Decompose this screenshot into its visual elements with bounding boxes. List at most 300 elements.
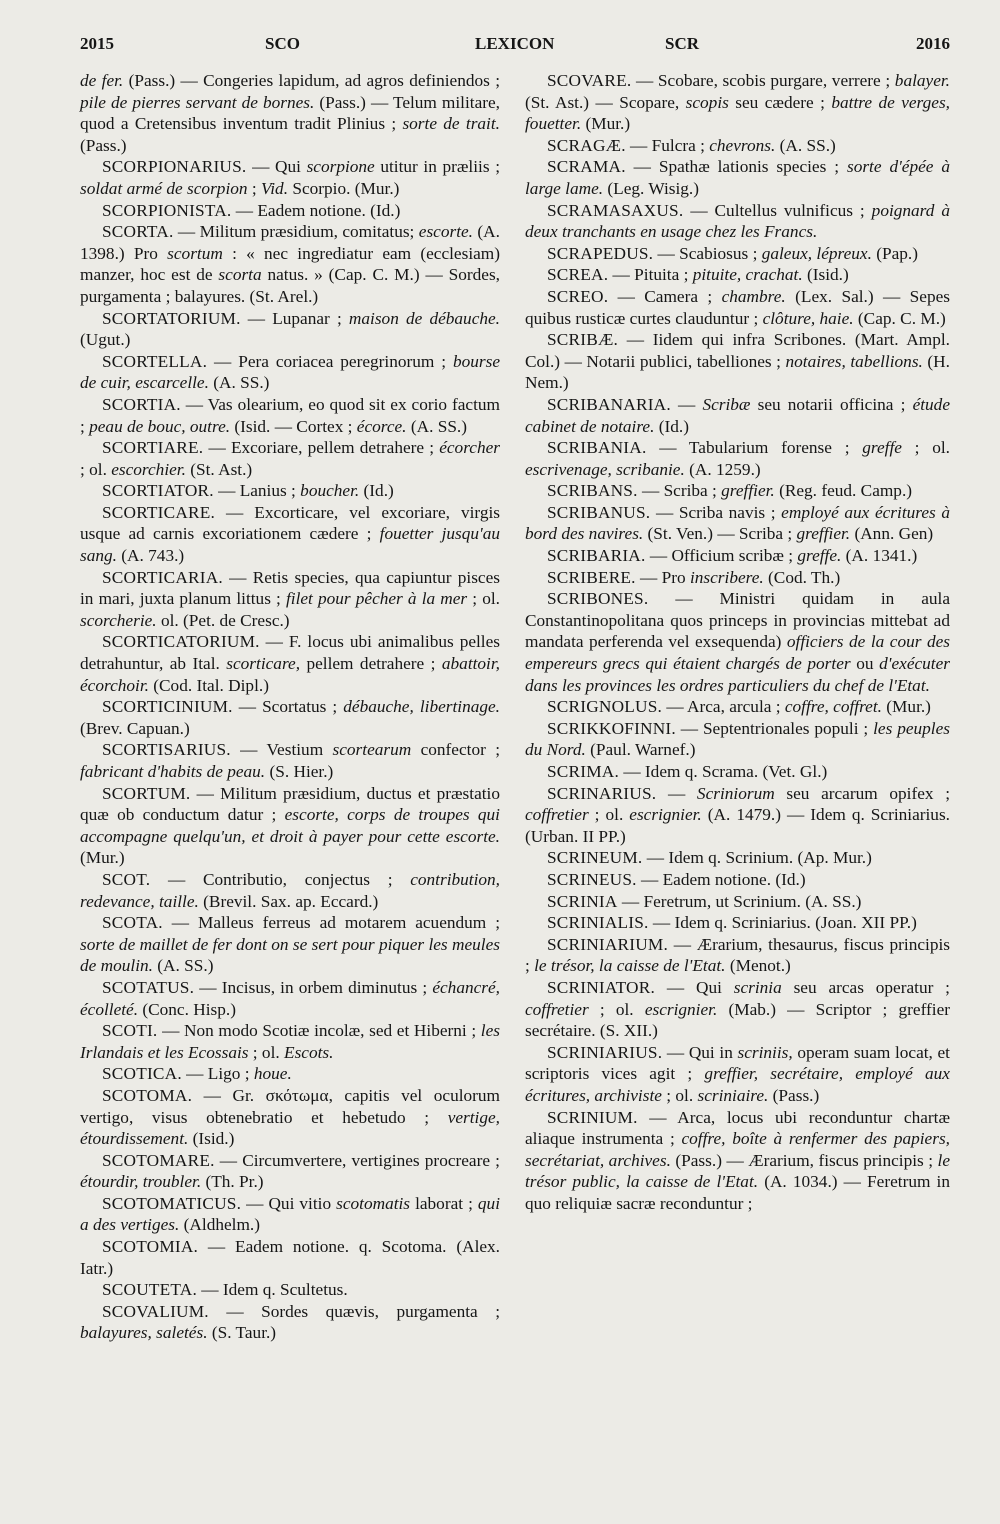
entry-french-gloss: coffre, coffret.: [784, 697, 882, 717]
dictionary-entry: [525, 1042, 950, 1107]
entry-definition: — Pro: [635, 567, 690, 587]
dictionary-entry: [525, 545, 950, 567]
entry-headword: SCOVARE.: [547, 71, 632, 90]
entry-french-gloss: houe.: [253, 1064, 292, 1084]
guide-word-right: SCR: [665, 34, 700, 53]
entry-headword: SCRIBANUS.: [547, 502, 651, 522]
entry-reference: confector ;: [411, 740, 500, 760]
entry-french-gloss: vertige, étourdissement.: [80, 1107, 500, 1149]
entry-reference: seu notarii officina ;: [750, 394, 913, 414]
entry-reference: (Cap. C. M.): [853, 308, 946, 328]
entry-reference: (Pap.): [871, 243, 918, 263]
entry-reference: (Pass.): [768, 1085, 820, 1105]
dictionary-entry: [525, 264, 950, 286]
left-column: [80, 70, 500, 1344]
entry-reference: (Pass.) — Ærarium, fiscus principis ;: [670, 1150, 938, 1170]
dictionary-entry: [80, 783, 500, 869]
entry-headword: SCRIMA.: [547, 762, 619, 781]
entry-definition: — Spathæ lationis species ;: [625, 157, 847, 177]
entry-definition: — Idem q. Scriniarius. (Joan. XII PP.): [648, 913, 917, 933]
entry-french-gloss: escorte.: [418, 222, 474, 242]
entry-french-gloss: qui a des vertiges.: [80, 1193, 500, 1235]
entry-french-gloss: sorte de maillet de fer dont on se sert pour piquer les meules de moulin.: [80, 934, 500, 976]
running-header: [80, 34, 950, 64]
entry-reference: laborat ;: [410, 1193, 478, 1213]
entry-reference: (Mur.): [881, 697, 931, 717]
entry-headword: SCOUTETA.: [102, 1280, 197, 1300]
entry-definition: — Malleus ferreus ad motarem acuendum ;: [162, 913, 500, 933]
entry-french-gloss: le trésor, la caisse de l'Etat.: [534, 956, 726, 976]
entry-reference: ; ol.: [588, 805, 630, 825]
entry-reference: seu arcas operatur ;: [781, 977, 950, 997]
entry-definition: — Non modo Scotiæ incolæ, sed et Hiberni ;: [157, 1021, 481, 1041]
entry-headword: SCORTIATOR.: [102, 481, 214, 501]
entry-headword: SCRINIARIUS.: [547, 1042, 663, 1062]
entry-french-gloss: Scribæ: [702, 394, 751, 414]
entry-french-gloss: scorcherie.: [80, 610, 157, 630]
entry-french-gloss: scopis: [685, 92, 729, 112]
entry-reference: (S. Hier.): [265, 762, 334, 781]
entry-french-gloss: maison de débauche.: [348, 308, 500, 328]
entry-headword: SCORTICINIUM.: [102, 697, 233, 717]
entry-reference: (Reg. feud. Camp.): [774, 481, 913, 501]
dictionary-entry: [525, 718, 950, 761]
entry-reference: Scorpio. (Mur.): [288, 178, 400, 198]
entry-headword: SCORTICARIA.: [102, 567, 223, 587]
dictionary-entry: [525, 480, 950, 502]
entry-definition: — Qui in: [662, 1042, 738, 1062]
entry-french-gloss: battre de verges, fouetter.: [525, 92, 951, 134]
entry-reference: (Id.): [654, 416, 689, 436]
entry-french-gloss: coffretier: [525, 999, 589, 1019]
dictionary-entry: [525, 977, 950, 1042]
dictionary-entry: [525, 869, 950, 891]
dictionary-entry: [80, 1063, 500, 1085]
entry-reference: operam suam locat, et scriptoris vices agit ;: [525, 1042, 950, 1084]
dictionary-entry: [525, 588, 950, 696]
entry-headword: SCRIBARIA.: [547, 546, 646, 566]
entry-french-gloss: Escots.: [284, 1042, 334, 1062]
entry-definition: — Cultellus vulnificus ;: [683, 200, 872, 220]
entry-reference: (Isid.): [188, 1129, 235, 1149]
entry-french-gloss: scortearum: [332, 740, 412, 760]
entry-reference: (St. Ast.): [185, 459, 253, 479]
dictionary-entry: [80, 631, 500, 696]
entry-french-gloss: chevrons.: [709, 135, 776, 155]
entry-definition: — Militum præsidium, comitatus;: [173, 222, 419, 242]
entry-definition: —: [656, 783, 697, 803]
entry-definition: — Retis species, qua capiuntur pisces in mari, juxta planum littus ;: [80, 567, 500, 609]
entry-reference: (A. SS.): [208, 373, 270, 393]
entry-headword: SCORTISARIUS.: [102, 740, 231, 760]
entry-reference: (Isid.): [802, 265, 849, 285]
entry-reference: (St. Ven.) — Scriba ;: [643, 524, 797, 544]
entry-reference: ; ol.: [588, 999, 645, 1019]
entry-definition: — Arca, arcula ;: [662, 697, 785, 717]
entry-french-gloss: escrivenage, scribanie.: [525, 459, 685, 479]
entry-definition: — Camera ;: [608, 286, 722, 306]
entry-french-gloss: étude cabinet de notaire.: [525, 394, 950, 436]
entry-french-gloss: poignard à deux tranchants en usage chez les Francs.: [525, 200, 950, 242]
entry-reference: (Leg. Wisig.): [603, 178, 700, 198]
entry-definition: — Pera coriacea peregrinorum ;: [207, 351, 453, 371]
dictionary-entry: [525, 761, 950, 783]
entry-reference: (Menot.): [725, 956, 791, 976]
entry-headword: SCRIBERE.: [547, 567, 636, 587]
entry-definition: — Tabularium forense ;: [646, 438, 863, 458]
entry-reference: (A. SS.): [775, 135, 836, 155]
entry-reference: (Mur.): [80, 848, 125, 868]
dictionary-entry: [525, 567, 950, 589]
entry-french-gloss: greffe.: [797, 546, 842, 566]
entry-definition: — Qui: [655, 977, 734, 997]
entry-french-gloss: fabricant d'habits de peau.: [80, 762, 266, 781]
entry-french-gloss: scriniis,: [737, 1042, 793, 1062]
entry-french-gloss: escrignier.: [629, 805, 702, 825]
entry-french-gloss: scortum: [167, 243, 223, 263]
dictionary-entry: [80, 977, 500, 1020]
dictionary-entry: [80, 1193, 500, 1236]
entry-definition: — Idem q. Scrinium. (Ap. Mur.): [642, 848, 872, 868]
entry-reference: (Pass.) — Congeries lapidum, ad agros definiendos ;: [123, 71, 500, 90]
dictionary-entry: [525, 135, 950, 157]
dictionary-entry: [80, 200, 500, 222]
entry-headword: SCORTIARE.: [102, 438, 204, 458]
dictionary-entry: [525, 243, 950, 265]
entry-french-gloss: Scriniorum: [696, 783, 775, 803]
entry-reference: (Mab.) — Scriptor ; greffier secrétaire. (S. XII.): [525, 999, 950, 1041]
entry-definition: — Fulcra ;: [625, 135, 710, 155]
entry-french-gloss: greffier, secrétaire, employé aux écritures, archiviste: [525, 1064, 950, 1105]
entry-headword: SCORTICATORIUM.: [102, 632, 260, 652]
entry-french-gloss: pile de pierres servant de bornes.: [80, 92, 315, 112]
entry-reference: ou: [850, 654, 880, 674]
entry-french-gloss: écorcher: [439, 438, 500, 458]
entry-headword: SCORTA.: [102, 222, 174, 242]
dictionary-entry: [525, 502, 950, 545]
entry-headword: SCRIBÆ.: [547, 330, 619, 350]
entry-reference: natus. » (Cap. C. M.) — Sordes, purgamenta ; balayures. (St. Arel.): [80, 265, 500, 306]
entry-definition: — Scortatus ;: [232, 697, 344, 717]
entry-french-gloss: étourdir, troubler.: [80, 1172, 202, 1192]
entry-headword: SCORPIONARIUS.: [102, 157, 247, 177]
entry-definition: — Vestium: [230, 740, 333, 760]
entry-reference: (Brev. Capuan.): [80, 718, 190, 738]
entry-headword: SCRINARIUS.: [547, 783, 657, 803]
entry-french-gloss: filet pour pêcher à la mer: [285, 589, 468, 609]
dictionary-entry: [80, 1085, 500, 1150]
entry-french-gloss: balayures, saletés.: [80, 1323, 208, 1343]
entry-headword: SCOTOMATICUS.: [102, 1193, 242, 1213]
dictionary-entry: [525, 329, 950, 394]
entry-headword: SCORTELLA.: [102, 351, 208, 371]
dictionary-entry: [80, 308, 500, 351]
entry-headword: SCRINEUS.: [547, 869, 637, 889]
entry-french-gloss: pituite, crachat.: [692, 265, 803, 285]
dictionary-entry: [525, 70, 950, 135]
dictionary-entry: [80, 869, 500, 912]
entry-reference: (Aldhelm.): [179, 1215, 260, 1235]
entry-headword: SCORTATORIUM.: [102, 308, 241, 328]
page-number-left: 2015: [80, 34, 114, 53]
entry-french-gloss: coffretier: [525, 805, 589, 825]
entry-french-gloss: fouetter jusqu'au sang.: [80, 524, 501, 566]
dictionary-entry: [80, 1236, 500, 1279]
dictionary-entry: [80, 567, 500, 632]
entry-headword: SCRIKKOFINNI.: [547, 718, 676, 738]
entry-definition: — Idem q. Scultetus.: [196, 1280, 348, 1300]
entry-headword: SCOVALIUM.: [102, 1301, 209, 1321]
entry-reference: (Pass.) — Telum militare, quod a Cretensibus inventum tradit Plinius ;: [80, 92, 500, 134]
entry-definition: — Sordes quævis, purgamenta ;: [208, 1301, 500, 1321]
entry-headword: SCORPIONISTA.: [102, 200, 232, 220]
entry-french-gloss: coffre, boîte à renfermer des papiers, secrétariat, archives.: [525, 1129, 950, 1170]
entry-definition: — Scriba navis ;: [650, 502, 782, 522]
dictionary-entry: [80, 221, 500, 307]
entry-definition: — Militum præsidium, ductus et præstatio quæ ob conductum datur ;: [80, 783, 500, 825]
entry-headword: SCRIBANS.: [547, 481, 638, 501]
dictionary-entry: [80, 437, 500, 480]
entry-reference: ; ol.: [901, 438, 950, 458]
entry-french-gloss: scorpione: [306, 157, 375, 177]
entry-reference: utitur in præliis ;: [374, 157, 500, 177]
entry-reference: seu arcarum opifex ;: [774, 783, 950, 803]
dictionary-entry: [80, 502, 500, 567]
entry-definition: — Idem q. Scrama. (Vet. Gl.): [619, 762, 828, 781]
entry-reference: (Cod. Ital. Dipl.): [148, 675, 269, 695]
entry-french-gloss: échancré, écolleté.: [80, 977, 500, 1019]
entry-french-gloss: Vid.: [260, 178, 289, 198]
entry-french-gloss: bourse de cuir, escarcelle.: [80, 351, 500, 393]
entry-reference: ol. (Pet. de Cresc.): [156, 610, 290, 630]
entry-headword: SCRIBONES.: [547, 589, 649, 609]
dictionary-entry: [525, 934, 950, 977]
entry-reference: ; ol.: [248, 1042, 285, 1062]
entry-french-gloss: escorte, corps de troupes qui accompagne quelqu'un, et droit à payer pour cette escorte.: [80, 805, 500, 846]
entry-french-gloss: contribution, redevance, taille.: [80, 869, 500, 911]
entry-headword: SCOTOMARE.: [102, 1150, 215, 1170]
entry-definition: — Officium scribæ ;: [645, 546, 798, 566]
entry-headword: SCRAMASAXUS.: [547, 200, 684, 220]
entry-french-gloss: escorchier.: [111, 459, 186, 479]
entry-headword: SCRIBANIA.: [547, 438, 647, 458]
entry-definition: — Septentrionales populi ;: [675, 718, 874, 738]
entry-french-gloss: officiers de la cour des empereurs grecs qui étaient chargés de porter: [525, 632, 950, 674]
entry-reference: (Isid. — Cortex ;: [230, 416, 357, 436]
entry-headword: SCREO.: [547, 286, 609, 306]
entry-headword: SCRAMA.: [547, 157, 626, 177]
entry-reference: (A. 743.): [116, 546, 185, 566]
entry-french-gloss: greffier.: [796, 524, 851, 544]
entry-definition: — Arca, locus ubi reconduntur chartæ aliaque instrumenta ;: [525, 1107, 950, 1149]
entry-definition: — Ærarium, thesaurus, fiscus principis ;: [525, 934, 950, 976]
entry-headword: SCRINIATOR.: [547, 977, 655, 997]
entry-french-gloss: de fer.: [80, 71, 124, 90]
entry-headword: SCRINIUM.: [547, 1107, 638, 1127]
entry-definition: — Scriba ;: [637, 481, 722, 501]
entry-reference: (A. 1341.): [841, 546, 918, 566]
dictionary-entry: [525, 891, 950, 913]
entry-reference: (Cod. Th.): [763, 567, 841, 587]
entry-french-gloss: le trésor public, la caisse de l'Etat.: [525, 1150, 950, 1192]
entry-definition: — Eadem notione. (Id.): [636, 869, 806, 889]
entry-reference: ; ol.: [661, 1085, 698, 1105]
entry-headword: SCOTATUS.: [102, 977, 195, 997]
entry-definition: — Eadem notione. q. Scotoma. (Alex. Iatr.): [80, 1237, 500, 1278]
entry-definition: — Vas olearium, eo quod sit ex corio factum ;: [80, 394, 500, 436]
entry-reference: (Ann. Gen): [850, 524, 934, 544]
entry-headword: SCORTUM.: [102, 783, 191, 803]
entry-definition: — Qui: [246, 157, 307, 177]
entry-headword: SCORTICARE.: [102, 502, 216, 522]
entry-definition: —: [670, 394, 703, 414]
dictionary-entry: [80, 1020, 500, 1063]
entry-reference: seu cædere ;: [728, 92, 832, 112]
entry-french-gloss: escrignier.: [644, 999, 718, 1019]
entry-reference: ;: [247, 178, 261, 198]
entry-french-gloss: scorta: [218, 265, 262, 285]
dictionary-entry: [80, 156, 500, 199]
entry-french-gloss: sorte de trait.: [402, 114, 500, 134]
entry-french-gloss: inscribere.: [689, 567, 764, 587]
dictionary-entry: [80, 394, 500, 437]
entry-definition: — Scobare, scobis purgare, verrere ;: [631, 71, 895, 90]
entry-definition: — Eadem notione. (Id.): [231, 200, 401, 220]
dictionary-entry: [525, 286, 950, 329]
entry-french-gloss: abattoir, écorchoir.: [80, 654, 500, 695]
entry-headword: SCRIGNOLUS.: [547, 697, 663, 717]
entry-headword: SCRINIA: [547, 891, 618, 911]
entry-definition: — Incisus, in orbem diminutus ;: [194, 977, 433, 997]
entry-headword: SCOTOMIA.: [102, 1237, 199, 1257]
entry-headword: SCRIBANARIA.: [547, 394, 671, 414]
entry-french-gloss: scorticare,: [226, 654, 301, 674]
dictionary-entry: [80, 739, 500, 782]
entry-french-gloss: galeux, lépreux.: [761, 243, 872, 263]
entry-french-gloss: débauche, libertinage.: [343, 697, 500, 717]
entry-definition: — Gr. σκότωμα, capitis vel oculorum vertigo, visus obtenebratio et hebetudo ;: [80, 1085, 500, 1127]
entry-french-gloss: scotomatis: [336, 1193, 411, 1213]
entry-headword: SCRINIARIUM.: [547, 934, 668, 954]
entry-reference: pellem detrahere ;: [300, 654, 442, 674]
entry-french-gloss: les peuples du Nord.: [525, 718, 951, 760]
entry-definition: — Ministri quidam in aula Constantinopolitana quos princeps in provincias mittebat ad mandata perferenda vel exsequenda): [525, 589, 950, 652]
entry-reference: (Pass.): [80, 135, 127, 155]
entry-reference: (A. 1398.) Pro: [80, 222, 500, 263]
dictionary-entry: [80, 70, 500, 156]
entry-headword: SCORTIA.: [102, 394, 181, 414]
entry-headword: SCRAPEDUS.: [547, 243, 654, 263]
guide-word-left: SCO: [265, 34, 300, 53]
entry-french-gloss: balayer.: [894, 71, 950, 90]
entry-definition: — Excorticare, vel excoriare, virgis usque ad carnis excoriationem cædere ;: [80, 502, 500, 544]
entry-definition: — Pituita ;: [608, 265, 693, 285]
dictionary-entry: [525, 783, 950, 848]
entry-french-gloss: notaires, tabellions.: [785, 351, 923, 371]
dictionary-entry: [525, 696, 950, 718]
entry-french-gloss: les Irlandais et les Ecossais: [80, 1021, 500, 1062]
entry-headword: SCREA.: [547, 265, 609, 285]
entry-reference: (A. 1479.) — Idem q. Scriniarius. (Urban. II PP.): [525, 805, 950, 846]
entry-headword: SCRINEUM.: [547, 848, 643, 868]
entry-definition: — Lanius ;: [213, 481, 301, 501]
dictionary-entry: [525, 200, 950, 243]
entry-headword: SCOTOMA.: [102, 1085, 193, 1105]
entry-definition: — Ligo ;: [181, 1064, 254, 1084]
dictionary-entry: [80, 480, 500, 502]
entry-headword: SCRAGÆ.: [547, 135, 626, 155]
entry-definition: — Iidem qui infra Scribones. (Mart. Ampl. Col.) — Notarii publici, tabelliones ;: [525, 330, 950, 371]
entry-reference: (S. Taur.): [207, 1323, 277, 1343]
entry-french-gloss: sorte d'épée à large lame.: [525, 157, 950, 198]
entry-reference: (A. SS.): [406, 416, 468, 436]
entry-reference: (H. Nem.): [525, 351, 950, 393]
entry-definition: — Lupanar ;: [240, 308, 349, 328]
entry-french-gloss: greffe: [862, 438, 902, 458]
dictionary-entry: [525, 1107, 950, 1215]
entry-reference: ; ol.: [467, 589, 500, 609]
dictionary-entry: [525, 437, 950, 480]
entry-reference: (Id.): [359, 481, 394, 501]
entry-french-gloss: chambre.: [721, 286, 786, 306]
dictionary-entry: [525, 912, 950, 934]
entry-reference: (Mur.): [581, 114, 631, 134]
entry-reference: : « nec ingrediatur eam (ecclesiam) manzer, hoc est de: [80, 243, 500, 285]
entry-reference: (Ugut.): [80, 330, 131, 350]
entry-french-gloss: peau de bouc, outre.: [89, 416, 231, 436]
dictionary-entry: [80, 1150, 500, 1193]
entry-definition: — Feretrum, ut Scrinium. (A. SS.): [617, 891, 862, 911]
entry-headword: SCRINIALIS.: [547, 913, 649, 933]
entry-reference: (St. Ast.) — Scopare,: [525, 92, 686, 112]
right-column: [525, 70, 950, 1214]
entry-french-gloss: écorce.: [356, 416, 407, 436]
entry-definition: — Contributio, conjectus ;: [150, 869, 411, 889]
entry-headword: SCOT.: [102, 869, 151, 889]
entry-reference: (Conc. Hisp.): [138, 999, 236, 1019]
dictionary-entry: [525, 847, 950, 869]
entry-definition: — F. locus ubi animalibus pelles detrahuntur, ab Ital.: [80, 632, 500, 674]
page-number-right: 2016: [916, 34, 950, 53]
entry-reference: (A. 1259.): [684, 459, 761, 479]
dictionary-entry: [80, 1301, 500, 1344]
entry-reference: ; ol.: [80, 459, 112, 479]
entry-headword: SCOTICA.: [102, 1064, 182, 1084]
entry-french-gloss: clôture, haie.: [762, 308, 854, 328]
entry-reference: (Th. Pr.): [201, 1172, 264, 1192]
entry-french-gloss: greffier.: [721, 481, 775, 501]
entry-reference: (Paul. Warnef.): [585, 740, 696, 760]
entry-reference: (Brevil. Sax. ap. Eccard.): [198, 891, 379, 911]
entry-french-gloss: scrinia: [733, 977, 782, 997]
running-title: LEXICON: [475, 34, 555, 53]
entry-definition: — Excoriare, pellem detrahere ;: [203, 438, 440, 458]
entry-headword: SCOTA.: [102, 913, 163, 933]
dictionary-entry: [525, 156, 950, 199]
entry-french-gloss: boucher.: [300, 481, 360, 501]
entry-french-gloss: scriniaire.: [697, 1085, 769, 1105]
dictionary-entry: [80, 351, 500, 394]
entry-french-gloss: d'exécuter dans les provinces les ordres particuliers du chef de l'Etat.: [525, 654, 950, 695]
dictionary-entry: [80, 1279, 500, 1301]
dictionary-entry: [525, 394, 950, 437]
dictionary-entry: [80, 912, 500, 977]
entry-headword: SCOTI.: [102, 1021, 158, 1041]
entry-reference: (A. SS.): [152, 956, 214, 976]
entry-definition: — Scabiosus ;: [653, 243, 762, 263]
entry-reference: (Lex. Sal.) — Sepes quibus rusticæ curtes clauduntur ;: [525, 286, 950, 328]
entry-definition: — Qui vitio: [241, 1193, 337, 1213]
